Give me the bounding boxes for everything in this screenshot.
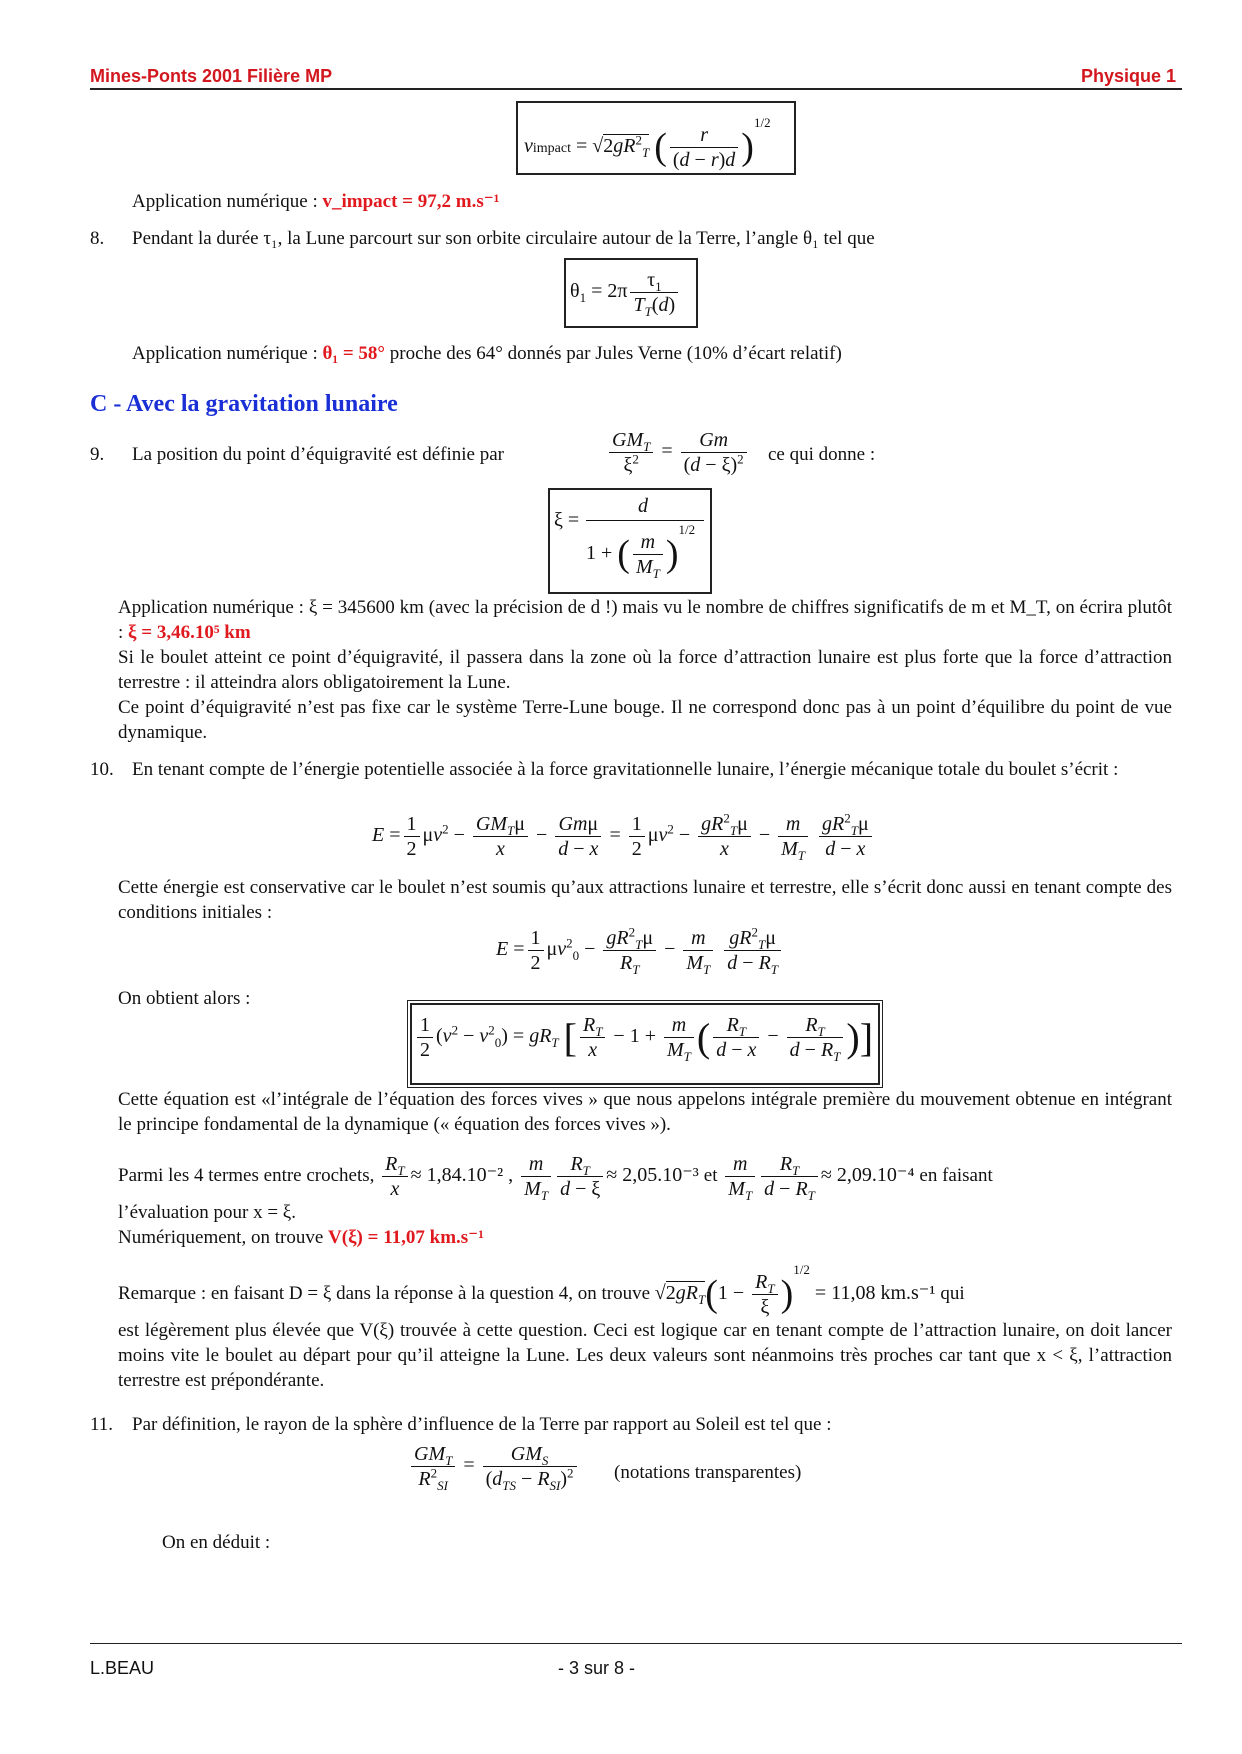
terms-intro: Parmi les 4 termes entre crochets, bbox=[118, 1165, 375, 1187]
q10-terms-line: Parmi les 4 termes entre crochets, $\frac{R_T}{x}$ ≈ 1,84.10⁻² , $\frac{m}{M_T}$ $\frac{R_T}{d - \xi}$ ≈ 2,05.10⁻³ et $\frac{m}{M_T}$ $\frac{R_T}{d - R_T}$ ≈ 2,09.10⁻⁴ en faisant bbox=[118, 1153, 993, 1203]
section-c-title: C - Avec la gravitation lunaire bbox=[90, 391, 398, 417]
header-right: Physique 1 bbox=[1080, 66, 1176, 86]
sphere-influence-equation: $GM_T$ $R^2_{SI}$ = $GM_S$ $(d_{TS} - R_{SI})^2$ bbox=[408, 1442, 580, 1491]
vis-viva-box bbox=[410, 1003, 880, 1085]
q10-remark-line: Remarque : en faisant D = ξ dans la réponse à la question 4, on trouve $√2gR_T(1$ − $\frac{R_T}{\xi}$ )$^{1/2}$ = 11,08 km.s⁻¹ qui bbox=[118, 1262, 965, 1318]
q8-number: 8. bbox=[90, 228, 105, 249]
footer-left: L.BEAU bbox=[90, 1658, 155, 1678]
q10-obtain: On obtient alors : bbox=[118, 988, 251, 1009]
q8-app-value: θ₁ = 58° bbox=[322, 343, 386, 364]
term2-value: ≈ 2,05.10⁻³ bbox=[606, 1164, 699, 1187]
numerically-label: Numériquement, on trouve bbox=[118, 1227, 324, 1248]
remark-qui: qui bbox=[940, 1283, 965, 1305]
terms-en-faisant: en faisant bbox=[919, 1165, 993, 1187]
q10-integral: Cette équation est «l’intégrale de l’équation des forces vives » que nous appelons intégrale première du mouvement obtenue en intégrant le principe fondamental de la dynamique (« équation des forces vives »). bbox=[118, 1089, 1172, 1135]
q8-application bbox=[132, 341, 842, 366]
theta-formula-box bbox=[564, 258, 698, 328]
remark-start: Remarque : en faisant D = ξ dans la réponse à la question 4, on trouve bbox=[118, 1283, 651, 1305]
term1-value: ≈ 1,84.10⁻² bbox=[410, 1164, 504, 1187]
term3-value: ≈ 2,09.10⁻⁴ bbox=[820, 1164, 915, 1187]
q8-text: Pendant la durée τ₁, la Lune parcourt sur son orbite circulaire autour de la Terre, l’angle θ₁ tel que bbox=[132, 228, 875, 249]
remark-value: = 11,08 km.s⁻¹ bbox=[814, 1282, 936, 1305]
q8-app-rest: proche des 64° donnés par Jules Verne (10% d’écart relatif) bbox=[389, 343, 842, 364]
q7-application bbox=[132, 189, 499, 214]
q10-text: En tenant compte de l’énergie potentielle associée à la force gravitationnelle lunaire, l’énergie mécanique totale du boulet s’écrit : bbox=[132, 759, 1119, 780]
header-rule bbox=[90, 88, 1182, 90]
q11-number: 11. bbox=[90, 1414, 114, 1435]
q9-text-after: ce qui donne : bbox=[768, 444, 876, 465]
q8-app-label: Application numérique : bbox=[132, 343, 318, 364]
q9-number: 9. bbox=[90, 444, 105, 465]
q10-number: 10. bbox=[90, 759, 114, 780]
q10-remark-rest: est légèrement plus élevée que V(ξ) trouvée à cette question. Ceci est logique car en tenant compte de l’attraction lunaire, on doit lancer moins vite le boulet au départ pour qu’il atteigne la Lune. Les deux valeurs sont néanmoins très proches car tant que x < ξ, l’attraction terrestre est prépondérante. bbox=[118, 1320, 1172, 1391]
energy-equation-1: E = $\frac{1}{2}$ $\mu v^2$ − $GM_T\mu$ x − Gmμ d − x = $\frac{1}{2}$ $\mu v^2$ − $\frac{gR^2_T\mu}{x}$ − $\frac{m}{M_T}$ $\frac{gR^2_T\mu}{d - x}$ bbox=[372, 812, 875, 861]
q10-evaluation: l’évaluation pour x = ξ. bbox=[118, 1202, 297, 1223]
xi-denominator: 1 + ( $\frac{m}{M_T}$ )$^{1/2}$ bbox=[586, 522, 696, 581]
q11-text: Par définition, le rayon de la sphère d’influence de la Terre par rapport au Soleil est tel que : bbox=[132, 1414, 832, 1435]
header-left: Mines-Ponts 2001 Filière MP bbox=[90, 66, 333, 86]
xi-formula: ξ = bbox=[554, 509, 580, 531]
xi-numerator: d bbox=[638, 495, 648, 517]
v-impact-formula-box bbox=[516, 101, 796, 175]
xi-fraction-bar bbox=[586, 520, 704, 521]
q7-app-label: Application numérique : bbox=[132, 191, 318, 212]
terms-and: et bbox=[703, 1165, 718, 1187]
energy-equation-2: E = $\frac{1}{2}$ $\mu v^2_0$ − $\frac{gR^2_T\mu}{R_T}$ − $\frac{m}{M_T}$ $\frac{gR^2_T\mu}{d - R_T}$ bbox=[496, 926, 784, 975]
q11-deduce: On en déduit : bbox=[162, 1532, 271, 1553]
q10-numerical bbox=[118, 1225, 484, 1250]
numerical-value: V(ξ) = 11,07 km.s⁻¹ bbox=[328, 1227, 484, 1248]
q9-para2: Ce point d’équigravité n’est pas fixe car le système Terre-Lune bouge. Il ne correspond donc pas à un point d’équilibre du point de vue dynamique. bbox=[118, 697, 1172, 743]
footer-page-number: - 3 sur 8 - bbox=[558, 1658, 636, 1678]
q9-text-before: La position du point d’équigravité est définie par bbox=[132, 444, 504, 465]
q9-application bbox=[118, 595, 1172, 645]
footer-rule bbox=[90, 1643, 1182, 1644]
q9-app-value: ξ = 3,46.10⁵ km bbox=[128, 622, 251, 643]
vis-viva-equation: $\frac{1}{2}$ $(v^2 - v^2_0) = gR_T$ [ $\frac{R_T}{x}$ − 1 + $\frac{m}{M_T}$ ( $\frac{R_T}{d - x}$ − $\frac{R_T}{d - R_T}$ )] bbox=[414, 1013, 873, 1062]
q11-note: (notations transparentes) bbox=[614, 1462, 802, 1483]
q7-app-value: v_impact = 97,2 m.s⁻¹ bbox=[322, 191, 500, 212]
xi-formula-box bbox=[548, 488, 712, 594]
equigravity-equation: $GM_T$ $\xi^2$ = $\frac{Gm}{(d - \xi)^2}$ bbox=[606, 428, 750, 477]
q9-app-text: Application numérique : ξ = 345600 km (avec la précision de d !) mais vu le nombre de chiffres significatifs de m et M_T, on écrira plutôt : bbox=[118, 597, 1172, 643]
q9-para1: Si le boulet atteint ce point d’équigravité, il passera dans la zone où la force d’attraction lunaire est plus forte que la force d’attraction terrestre : il atteindra alors obligatoirement la Lune. bbox=[118, 647, 1172, 693]
q10-para-conservative: Cette énergie est conservative car le boulet n’est soumis qu’aux attractions lunaire et terrestre, elle s’écrit donc aussi en tenant compte des conditions initiales : bbox=[118, 877, 1172, 923]
v-impact-formula: vimpact = $√2gR^2_T$ ( $\frac{r}{(d - r)d}$ )$^{1/2}$ bbox=[524, 115, 771, 171]
theta-formula: $\theta_1 = 2\pi$ $\frac{\tau_1}{T_T(d)}$ bbox=[570, 268, 681, 317]
